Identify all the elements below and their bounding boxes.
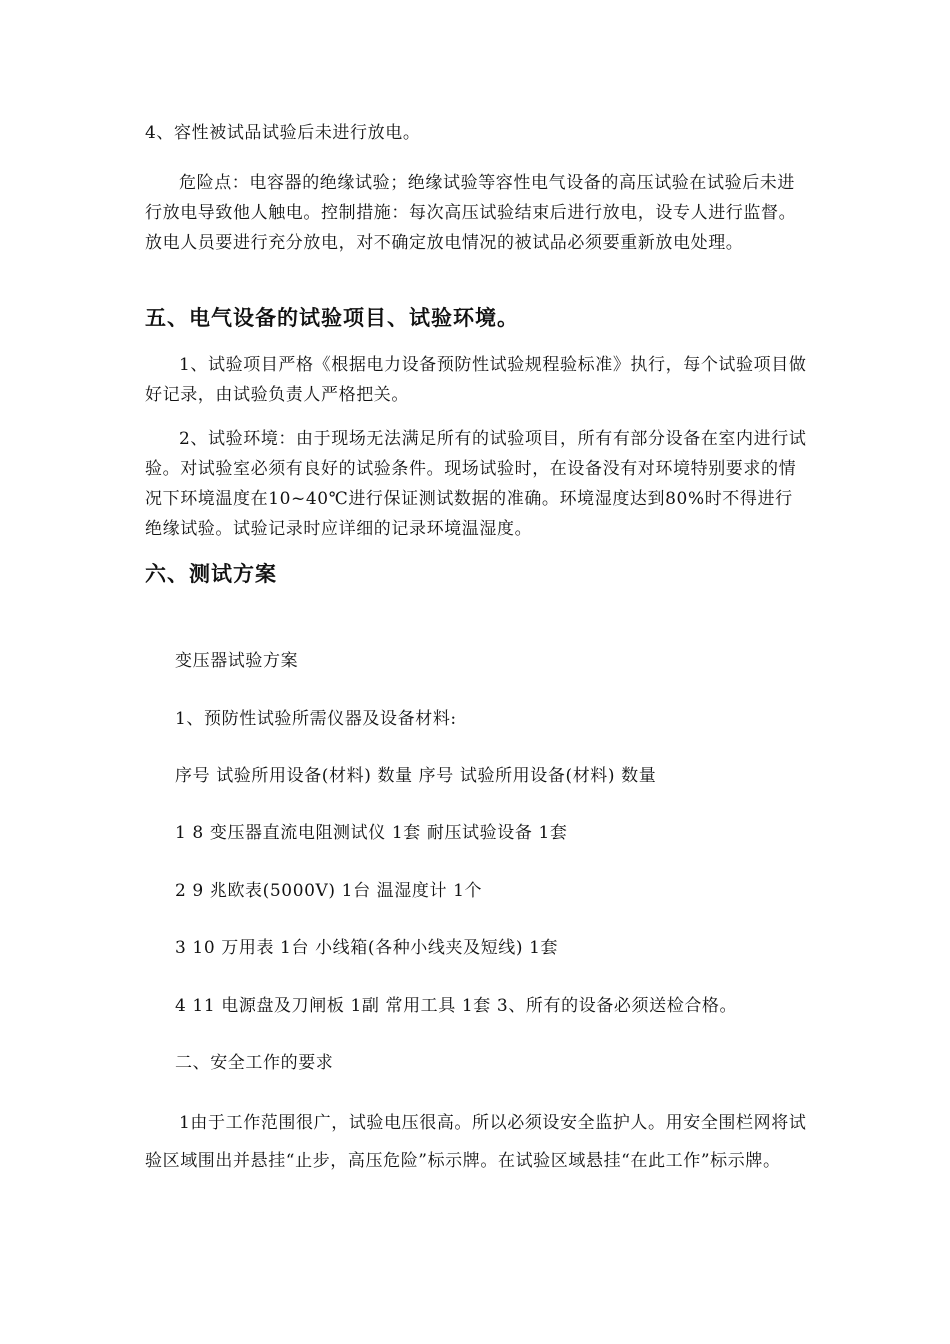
item4-paragraph: 危险点：电容器的绝缘试验；绝缘试验等容性电气设备的高压试验在试验后未进行放电导致他人触电。控制措施：每次高压试验结束后进行放电，设专人进行监督。放电人员要进行充分放电，对不确定放电情况的被试品必须要重新放电处理。	[145, 173, 797, 253]
safety-paragraph: 1由于工作范围很广，试验电压很高。所以必须设安全监护人。用安全围栏网将试验区域围出并悬挂“止步，高压危险”标示牌。在试验区域悬挂“在此工作”标示牌。	[145, 1113, 807, 1171]
equipment-intro: 1、预防性试验所需仪器及设备材料:	[175, 709, 457, 729]
plan-title: 变压器试验方案	[175, 651, 299, 671]
equipment-row: 3 10 万用表 1台 小线箱(各种小线夹及短线) 1套	[175, 938, 559, 958]
equipment-row: 1 8 变压器直流电阻测试仪 1套 耐压试验设备 1套	[175, 823, 568, 843]
section5-paragraph-1: 1、试验项目严格《根据电力设备预防性试验规程验标准》执行，每个试验项目做好记录，由试验负责人严格把关。	[145, 355, 807, 405]
item4-title: 4、容性被试品试验后未进行放电。	[145, 123, 421, 143]
equipment-table-header: 序号 试验所用设备(材料) 数量 序号 试验所用设备(材料) 数量	[175, 766, 657, 786]
equipment-row: 4 11 电源盘及刀闸板 1副 常用工具 1套 3、所有的设备必须送检合格。	[175, 996, 738, 1016]
section5-paragraph-2: 2、试验环境：由于现场无法满足所有的试验项目，所有有部分设备在室内进行试验。对试验室必须有良好的试验条件。现场试验时，在设备没有对环境特别要求的情况下环境温度在10~40℃进行保证测试数据的准确。环境湿度达到80%时不得进行绝缘试验。试验记录时应详细的记录环境温湿度。	[145, 429, 807, 539]
equipment-row: 2 9 兆欧表(5000V) 1台 温湿度计 1个	[175, 881, 483, 901]
safety-heading: 二、安全工作的要求	[175, 1053, 334, 1073]
section5-heading: 五、电气设备的试验项目、试验环境。	[145, 306, 519, 330]
section6-heading: 六、测试方案	[145, 562, 277, 586]
